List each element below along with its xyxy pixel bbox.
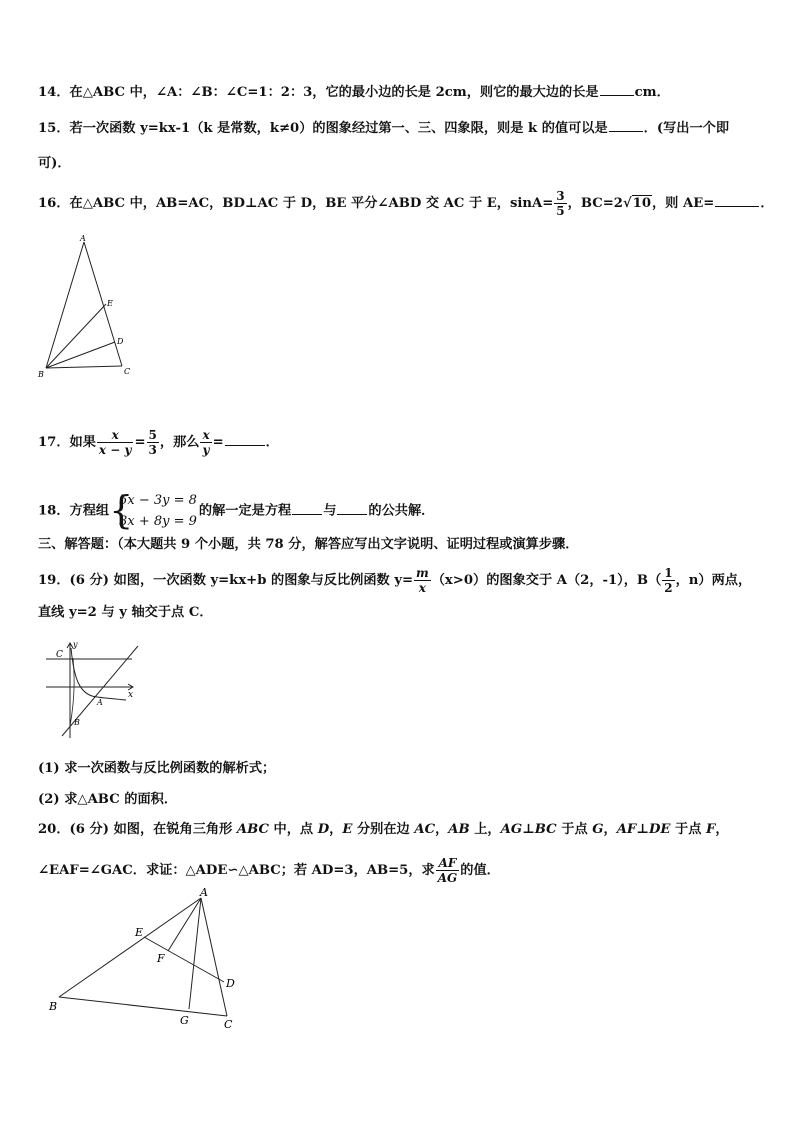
- q20-line2-end: 的值．: [460, 863, 500, 878]
- q16-label-b: B: [38, 370, 44, 379]
- q14-answer-blank[interactable]: [600, 83, 634, 96]
- q20-label-c: C: [224, 1018, 233, 1031]
- q20-abc: ABC: [236, 822, 269, 837]
- q20-d: D: [317, 822, 330, 837]
- q19-text-b: （x>0）的图象交于 A（2，-1），B（: [431, 573, 662, 588]
- section-3-heading: 三、解答题：（本大题共 9 个小题，共 78 分，解答应写出文字说明、证明过程或演算步骤．: [38, 537, 579, 552]
- q20-text-h: ，: [603, 822, 617, 837]
- q20-label-f: F: [157, 952, 165, 965]
- q18-answer-blank-1[interactable]: [292, 502, 322, 515]
- q17-period: ．: [265, 435, 279, 450]
- q20-label-d: D: [226, 977, 235, 990]
- q20-ac: AC: [414, 822, 436, 837]
- q16-label-c: C: [124, 367, 131, 376]
- q18-eq1: 5x − 3y = 8: [119, 493, 197, 508]
- question-14: [38, 83, 764, 102]
- q20-e: E: [342, 822, 353, 837]
- q19-text-c: ，n）两点，: [675, 573, 752, 588]
- q17-equals-2: =: [212, 435, 224, 450]
- q19-graph-figure: [40, 640, 150, 740]
- q18-text: 18．方程组: [38, 503, 110, 519]
- q20-label-g: G: [180, 1014, 189, 1027]
- q18-text-end: 的公共解．: [368, 503, 435, 519]
- q19-label-c: C: [56, 650, 63, 660]
- q17-equals: =: [134, 435, 146, 450]
- q20-text-c: ，: [329, 822, 343, 837]
- question-19-part-1: (1) 求一次函数与反比例函数的解析式；: [38, 761, 276, 776]
- q20-label-a: A: [200, 886, 208, 899]
- q16-label-d: D: [117, 337, 124, 346]
- q20-f: F: [706, 822, 716, 837]
- q18-equation-system: [109, 490, 197, 532]
- question-19-part-2: (2) 求△ABC 的面积．: [38, 792, 178, 807]
- q20-af: AF⊥DE: [616, 822, 671, 837]
- q20-text-g: 于点: [556, 822, 593, 837]
- q20-text-a: 20．(6 分) 如图，在锐角三角形: [38, 822, 237, 837]
- q15-note-end: 可)．: [38, 156, 71, 171]
- q20-text-f: 上，: [469, 822, 501, 837]
- q18-eq2: 3x + 8y = 9: [119, 514, 197, 529]
- q16-text-bc: ，BC=: [567, 196, 614, 211]
- q17-fraction-x-over-y: $\frac{x}{y}$: [202, 428, 210, 457]
- q20-label-e: E: [135, 926, 144, 939]
- question-20: [38, 821, 764, 839]
- question-17: [38, 428, 764, 457]
- q15-note: ．(写出一个即: [643, 121, 730, 136]
- q20-line2-text: ∠EAF=∠GAC．求证：△ADE∽△ABC；若 AD=3，AB=5，求: [38, 863, 435, 878]
- q20-g: G: [592, 822, 604, 837]
- q20-text-d: 分别在边: [352, 822, 415, 837]
- q20-ag: AG⊥BC: [500, 822, 557, 837]
- q17-fraction-xy: $\frac{x}{x - y}$: [98, 428, 132, 457]
- q14-text: 14．在△ABC 中，∠A：∠B：∠C=1：2：3，它的最小边的长是 2cm，则它的最大边的长是: [38, 85, 599, 100]
- q16-label-e: E: [107, 299, 113, 308]
- q17-text: 17．如果: [38, 435, 96, 450]
- q18-and: 与: [323, 503, 337, 519]
- q18-text-b: 的解一定是方程: [198, 503, 292, 519]
- question-16: [38, 189, 774, 218]
- question-19: [38, 566, 764, 595]
- q18-answer-blank-2[interactable]: [337, 502, 367, 515]
- q17-text-then: ，那么: [159, 435, 200, 450]
- question-15: [38, 119, 764, 138]
- q16-bc-value: 2√10: [613, 196, 651, 211]
- q17-fraction-53: $\frac{5}{3}$: [148, 428, 157, 457]
- q19-text: 19．(6 分) 如图，一次函数 y=kx+b 的图象与反比例函数 y=: [38, 573, 414, 588]
- q20-text-b: 中，点: [268, 822, 318, 837]
- brace-icon: {: [109, 488, 134, 532]
- q16-period: ．: [760, 196, 774, 211]
- q16-sin-fraction: $\frac{3}{5}$: [556, 189, 565, 218]
- q17-answer-blank[interactable]: [225, 433, 265, 446]
- q19-label-a: A: [97, 698, 103, 707]
- q15-answer-blank[interactable]: [609, 119, 643, 132]
- question-18: [38, 490, 764, 532]
- q14-unit: cm．: [634, 85, 670, 100]
- q16-text: 16．在△ABC 中，AB=AC，BD⊥AC 于 D，BE 平分∠ABD 交 AC 于 E，sinA=: [38, 196, 554, 211]
- q20-text-e: ，: [435, 822, 449, 837]
- q20-label-b: B: [49, 1000, 58, 1013]
- q19-label-y: y: [73, 640, 78, 649]
- q15-text: 15．若一次函数 y=kx-1（k 是常数，k≠0）的图象经过第一、三、四象限，则是 k 的值可以是: [38, 121, 608, 136]
- q20-text-j: ，: [715, 822, 729, 837]
- q20-triangle-figure: [44, 884, 254, 1034]
- q16-triangle-figure: [36, 232, 136, 382]
- q19-label-b: B: [74, 718, 80, 727]
- question-20-cont: [38, 856, 764, 885]
- question-15-cont: [38, 155, 764, 173]
- q19-fraction-m-over-x: $\frac{m}{x}$: [416, 566, 429, 595]
- q20-fraction-af-ag: $\frac{AF}{AG}$: [437, 856, 458, 885]
- q19-label-x: x: [128, 690, 134, 700]
- q20-ab: AB: [448, 822, 470, 837]
- question-19-cont: 直线 y=2 与 y 轴交于点 C．: [38, 605, 213, 620]
- q16-label-a: A: [80, 234, 86, 243]
- q20-text-i: 于点: [670, 822, 706, 837]
- q19-fraction-half: $\frac{1}{2}$: [664, 566, 673, 595]
- q16-answer-blank[interactable]: [715, 194, 759, 207]
- q16-text-ae: ，则 AE=: [652, 196, 715, 211]
